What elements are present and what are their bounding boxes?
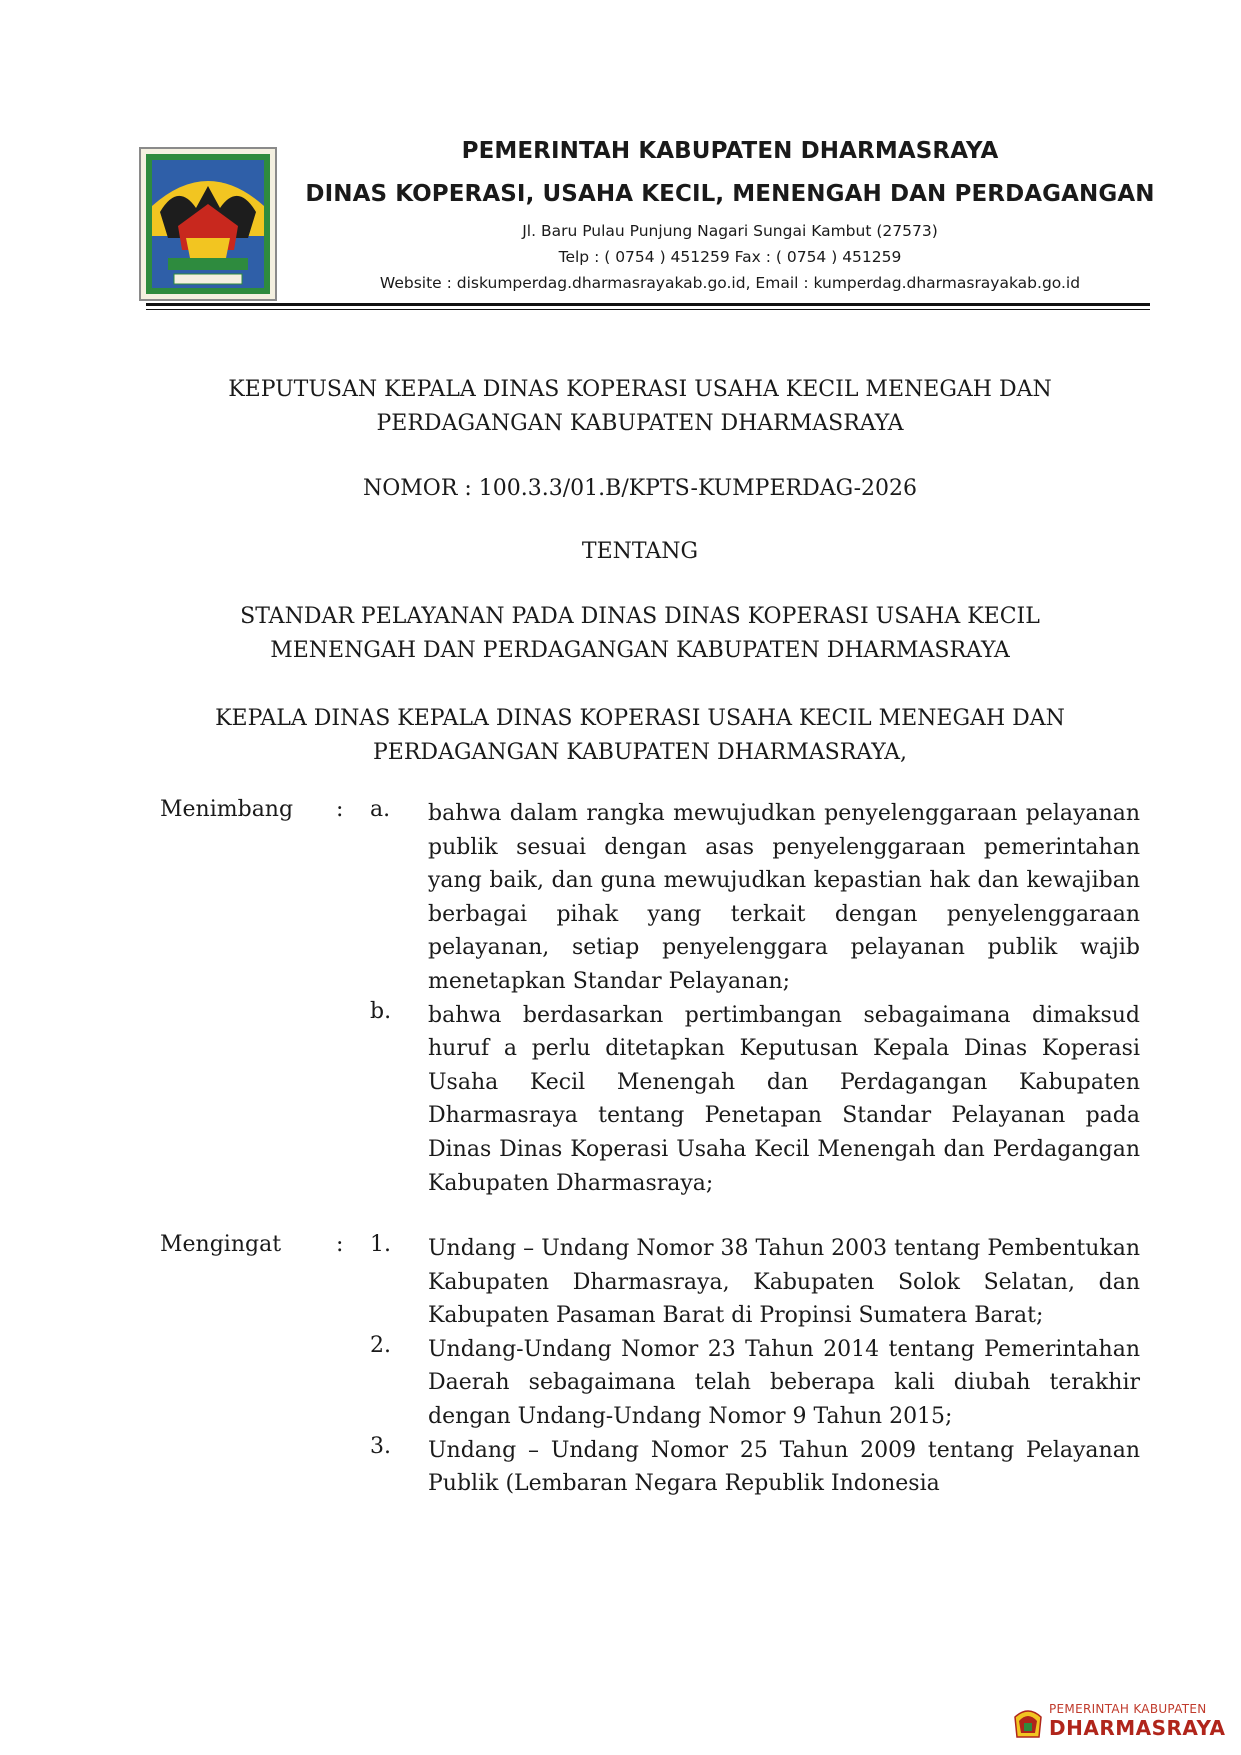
item-marker: 2. (370, 1332, 391, 1358)
footer-line-2: DHARMASRAYA (1049, 1716, 1226, 1740)
mengingat-colon: : (336, 1232, 344, 1257)
mengingat-item-3 (160, 1434, 1140, 1501)
letterhead-address: Jl. Baru Pulau Punjung Nagari Sungai Kambut (27573) (522, 222, 938, 240)
letterhead-divider-thick (146, 303, 1150, 306)
decree-subject-line-1: STANDAR PELAYANAN PADA DINAS DINAS KOPERASI USAHA KECIL (240, 604, 1040, 629)
decree-title-line-1: KEPUTUSAN KEPALA DINAS KOPERASI USAHA KECIL MENEGAH DAN (228, 377, 1052, 402)
item-marker: a. (370, 797, 391, 822)
decree-subject-line-2: MENENGAH DAN PERDAGANGAN KABUPATEN DHARMASRAYA (270, 638, 1010, 663)
item-marker: b. (370, 998, 392, 1024)
mengingat-section (160, 1232, 1140, 1501)
decree-about-heading: TENTANG (581, 539, 699, 564)
item-text: Undang-Undang Nomor 23 Tahun 2014 tentang Pemerintahan Daerah sebagaimana telah beberapa kali diubah terakhir dengan Undang-Undang Nomor 9 Tahun 2015; (428, 1336, 1140, 1429)
footer-emblem-icon (1013, 1703, 1043, 1739)
decree-issuer-line-2: PERDAGANGAN KABUPATEN DHARMASRAYA, (373, 740, 907, 765)
footer-line-1: PEMERINTAH KABUPATEN (1049, 1702, 1207, 1716)
dharmasraya-coat-of-arms-logo (138, 146, 278, 302)
item-marker: 3. (370, 1433, 391, 1459)
letterhead-divider-thin (146, 309, 1150, 310)
item-marker: 1. (370, 1232, 391, 1257)
footer-regency-logo (1013, 1702, 1226, 1742)
decree-title (140, 373, 1140, 441)
mengingat-label: Mengingat (160, 1232, 282, 1257)
decree-title-line-2: PERDAGANGAN KABUPATEN DHARMASRAYA (376, 411, 904, 436)
decree-subject (140, 600, 1140, 668)
letterhead (290, 132, 1170, 292)
letterhead-office-name: DINAS KOPERASI, USAHA KECIL, MENENGAH DAN PERDAGANGAN (305, 181, 1155, 207)
letterhead-government-name: PEMERINTAH KABUPATEN DHARMASRAYA (461, 138, 999, 164)
mengingat-item-1 (160, 1232, 1140, 1333)
decree-issuer (140, 702, 1140, 770)
menimbang-section (160, 797, 1140, 1200)
menimbang-item-b (160, 999, 1140, 1201)
decree-issuer-line-1: KEPALA DINAS KEPALA DINAS KOPERASI USAHA KECIL MENEGAH DAN (215, 706, 1065, 731)
letterhead-phone-fax: Telp : ( 0754 ) 451259 Fax : ( 0754 ) 451259 (558, 248, 902, 266)
menimbang-colon: : (336, 797, 344, 822)
letterhead-website-email: Website : diskumperdag.dharmasrayakab.go.id, Email : kumperdag.dharmasrayakab.go.id (379, 274, 1081, 292)
decree-number: NOMOR : 100.3.3/01.B/KPTS-KUMPERDAG-2026 (362, 476, 918, 501)
item-text: Undang – Undang Nomor 38 Tahun 2003 tentang Pembentukan Kabupaten Dharmasraya, Kabupaten Solok Selatan, dan Kabupaten Pasaman Barat di Propinsi Sumatera Barat; (428, 1236, 1140, 1329)
menimbang-item-a (160, 797, 1140, 999)
mengingat-item-2 (160, 1333, 1140, 1434)
item-text: bahwa berdasarkan pertimbangan sebagaimana dimaksud huruf a perlu ditetapkan Keputusan Kepala Dinas Koperasi Usaha Kecil Menengah dan Perdagangan Kabupaten Dharmasraya tentang Penetapan Standar Pelayanan pada Dinas Dinas Koperasi Usaha Kecil Menengah dan Perdagangan Kabupaten Dharmasraya; (428, 1002, 1140, 1196)
item-text: bahwa dalam rangka mewujudkan penyelenggaraan pelayanan publik sesuai dengan asas penyelenggaraan pemerintahan yang baik, dan guna mewujudkan kepastian hak dan kewajiban berbagai pihak yang terkait dengan penyelenggaraan pelayanan, setiap penyelenggara pelayanan publik wajib menetapkan Standar Pelayanan; (428, 801, 1140, 994)
item-text: Undang – Undang Nomor 25 Tahun 2009 tentang Pelayanan Publik (Lembaran Negara Republik Indonesia (428, 1437, 1140, 1497)
menimbang-label: Menimbang (160, 797, 294, 822)
